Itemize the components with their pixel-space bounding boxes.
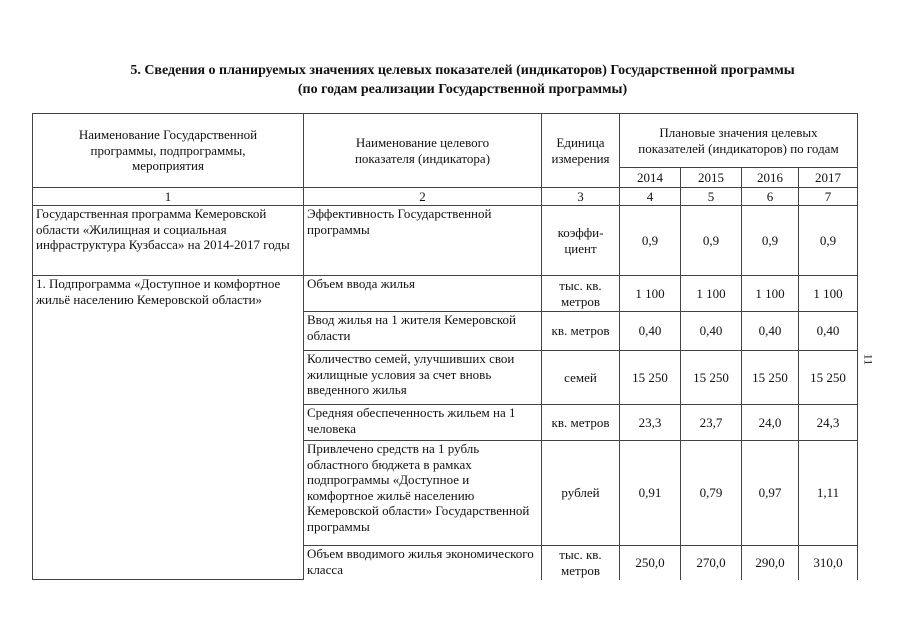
value-cell: 0,97 [742,441,799,546]
column-numbers-row [33,188,858,206]
value-cell: 0,40 [799,312,858,351]
unit-cell: кв. метров [542,312,620,351]
col-num: 1 [33,188,304,206]
indicator-cell: Объем вводимого жилья экономического класса [304,546,542,580]
year-2014: 2014 [620,168,681,188]
document-title [0,61,905,99]
unit-cell: тыс. кв. метров [542,276,620,312]
page-number: 11 [861,353,876,366]
value-cell: 0,40 [620,312,681,351]
value-cell: 0,91 [620,441,681,546]
header-unit: Единица измерения [542,114,620,188]
unit-cell: семей [542,351,620,405]
indicator-cell: Привлечено средств на 1 рубль областного бюджета в рамках подпрограммы «Доступное и комфортное жильё населению Кемеровской области» Государственной программы [304,441,542,546]
value-cell: 0,9 [742,206,799,276]
indicators-table [32,113,858,580]
value-cell: 250,0 [620,546,681,580]
col-num: 6 [742,188,799,206]
title-line-2: (по годам реализации Государственной программы) [297,82,628,97]
value-cell: 1 100 [799,276,858,312]
col-num: 3 [542,188,620,206]
header-indicator: Наименование целевого показателя (индикатора) [304,114,542,188]
indicator-cell: Средняя обеспеченность жильем на 1 человека [304,405,542,441]
value-cell: 0,9 [620,206,681,276]
col-num: 4 [620,188,681,206]
value-cell: 0,40 [742,312,799,351]
value-cell: 15 250 [681,351,742,405]
value-cell: 1 100 [620,276,681,312]
value-cell: 290,0 [742,546,799,580]
indicator-cell: Эффективность Государственной программы [304,206,542,276]
unit-cell: рублей [542,441,620,546]
value-cell: 1 100 [681,276,742,312]
title-line-1: 5. Сведения о планируемых значениях целевых показателей (индикаторов) Государственной программы [130,63,795,78]
value-cell: 24,0 [742,405,799,441]
value-cell: 1,11 [799,441,858,546]
year-2016: 2016 [742,168,799,188]
year-2017: 2017 [799,168,858,188]
year-2015: 2015 [681,168,742,188]
value-cell: 23,3 [620,405,681,441]
value-cell: 270,0 [681,546,742,580]
col-num: 7 [799,188,858,206]
program-cell: Государственная программа Кемеровской области «Жилищная и социальная инфраструктура Кузбасса» на 2014-2017 годы [33,206,304,276]
value-cell: 0,40 [681,312,742,351]
value-cell: 15 250 [742,351,799,405]
unit-cell: тыс. кв. метров [542,546,620,580]
table-row [33,206,858,276]
table-row [33,276,858,312]
value-cell: 1 100 [742,276,799,312]
value-cell: 23,7 [681,405,742,441]
value-cell: 0,79 [681,441,742,546]
col-num: 5 [681,188,742,206]
value-cell: 0,9 [799,206,858,276]
col-num: 2 [304,188,542,206]
value-cell: 0,9 [681,206,742,276]
value-cell: 15 250 [620,351,681,405]
value-cell: 15 250 [799,351,858,405]
value-cell: 24,3 [799,405,858,441]
unit-cell: кв. метров [542,405,620,441]
header-planned: Плановые значения целевых показателей (индикаторов) по годам [620,114,858,168]
indicator-cell: Ввод жилья на 1 жителя Кемеровской области [304,312,542,351]
header-row [33,114,858,168]
value-cell: 310,0 [799,546,858,580]
header-program: Наименование Государственной программы, подпрограммы, мероприятия [33,114,304,188]
program-cell: 1. Подпрограмма «Доступное и комфортное жильё населению Кемеровской области» [33,276,304,580]
unit-cell: коэффи-циент [542,206,620,276]
indicator-cell: Объем ввода жилья [304,276,542,312]
indicator-cell: Количество семей, улучшивших свои жилищные условия за счет вновь введенного жилья [304,351,542,405]
